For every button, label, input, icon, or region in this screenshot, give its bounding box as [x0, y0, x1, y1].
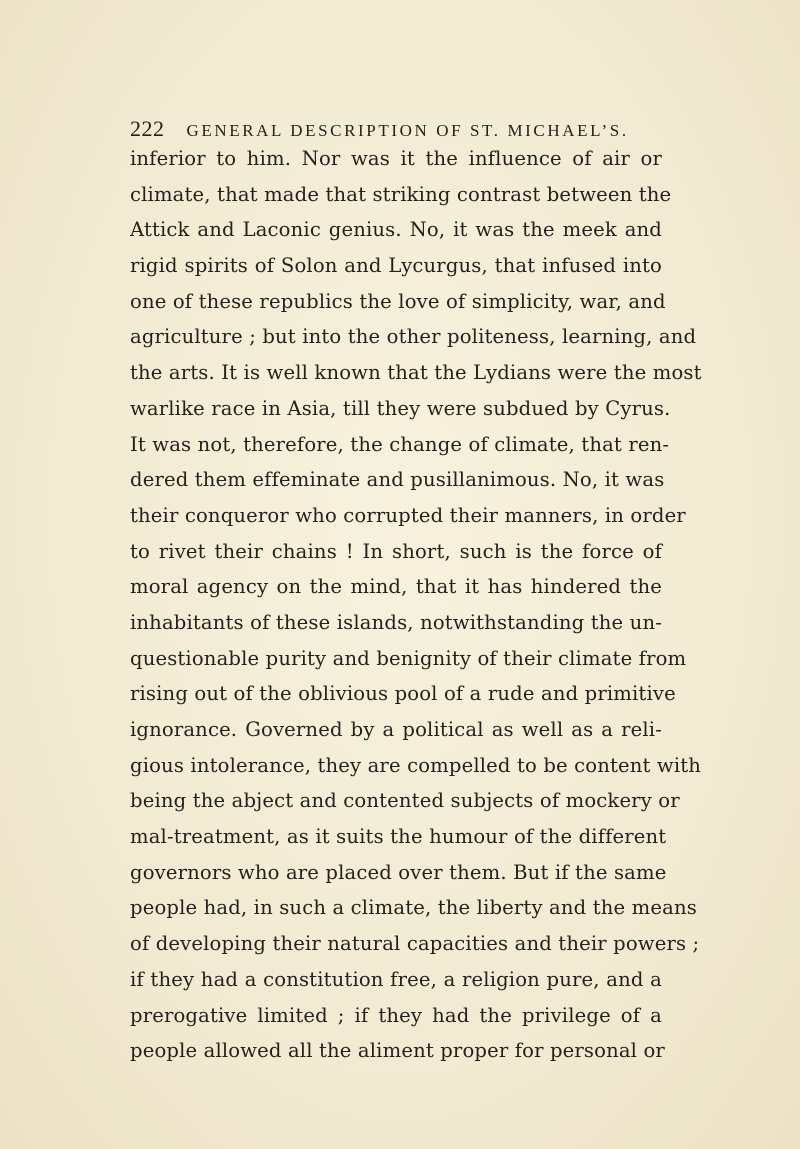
- text-line: climate, that made that striking contrast between the: [130, 182, 672, 206]
- text-line: governors who are placed over them. But if the same: [130, 860, 667, 884]
- text-line: agriculture ; but into the other politeness, learning, and: [130, 325, 697, 349]
- text-line: gious intolerance, they are compelled to be content with: [130, 753, 702, 777]
- text-line: inferior to him. Nor was it the influence of air or: [130, 147, 662, 170]
- text-line: rigid spirits of Solon and Lycurgus, that infused into: [130, 254, 662, 278]
- text-line: ignorance. Governed by a political as well as a reli-: [130, 718, 662, 741]
- text-line: people allowed all the aliment proper for personal or: [130, 1039, 665, 1063]
- body-text: [130, 141, 702, 1069]
- text-line: It was not, therefore, the change of climate, that ren-: [130, 432, 670, 456]
- text-line: Attick and Laconic genius. No, it was the meek and: [130, 218, 662, 242]
- page-number: 222: [130, 116, 165, 141]
- text-line: to rivet their chains ! In short, such is the force of: [130, 539, 662, 563]
- text-line: their conqueror who corrupted their manners, in order: [130, 503, 686, 527]
- running-head: GENERAL DESCRIPTION OF ST. MICHAEL’S.: [186, 121, 629, 140]
- text-line: questionable purity and benignity of their climate from: [130, 646, 687, 670]
- text-line: one of these republics the love of simplicity, war, and: [130, 289, 666, 313]
- text-line: dered them effeminate and pusillanimous. No, it was: [130, 468, 665, 492]
- text-line: moral agency on the mind, that it has hindered the: [130, 575, 662, 599]
- text-line: inhabitants of these islands, notwithstanding the un-: [130, 610, 662, 634]
- text-line: being the abject and contented subjects of mockery or: [130, 789, 680, 813]
- text-line: mal-treatment, as it suits the humour of the different: [130, 825, 667, 849]
- text-line: people had, in such a climate, the liberty and the means: [130, 896, 697, 920]
- text-line: the arts. It is well known that the Lydians were the most: [130, 361, 702, 385]
- text-line: warlike race in Asia, till they were subdued by Cyrus.: [130, 396, 671, 420]
- text-line: of developing their natural capacities and their powers ;: [130, 932, 700, 956]
- text-line: prerogative limited ; if they had the privilege of a: [130, 1003, 662, 1027]
- text-line: if they had a constitution free, a religion pure, and a: [130, 967, 662, 991]
- text-line: rising out of the oblivious pool of a rude and primitive: [130, 682, 676, 706]
